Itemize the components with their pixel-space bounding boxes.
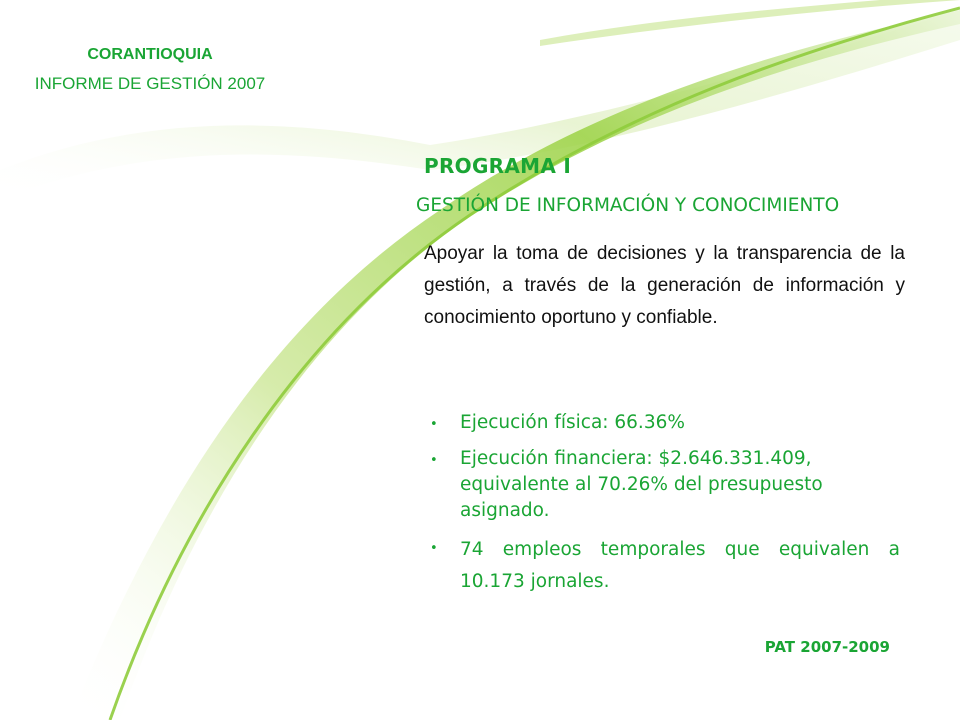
program-label: PROGRAMA I	[424, 154, 572, 178]
list-item	[430, 534, 900, 598]
bullet-icon: •	[430, 541, 438, 556]
results-list	[430, 410, 900, 608]
program-title: GESTIÓN DE INFORMACIÓN Y CONOCIMIENTO	[416, 195, 840, 216]
result-temporary-jobs: 74 empleos temporales que equivalen a 10.173 jornales.	[460, 539, 900, 592]
result-physical-execution: Ejecución física: 66.36%	[460, 412, 685, 433]
bullet-icon: •	[430, 453, 438, 468]
result-financial-execution: Ejecución financiera: $2.646.331.409, equivalente al 70.26% del presupuesto asignado.	[460, 448, 823, 521]
report-title: INFORME DE GESTIÓN 2007	[34, 74, 266, 93]
bullet-icon: •	[430, 417, 438, 432]
plan-footer: PAT 2007-2009	[764, 638, 890, 656]
list-item	[430, 446, 900, 524]
program-objective: Apoyar la toma de decisiones y la transparencia de la gestión, a través de la generación de información y conocimiento oportuno y confiable.	[424, 243, 905, 328]
list-item	[430, 410, 900, 436]
organization-name: CORANTIOQUIA	[87, 46, 213, 63]
